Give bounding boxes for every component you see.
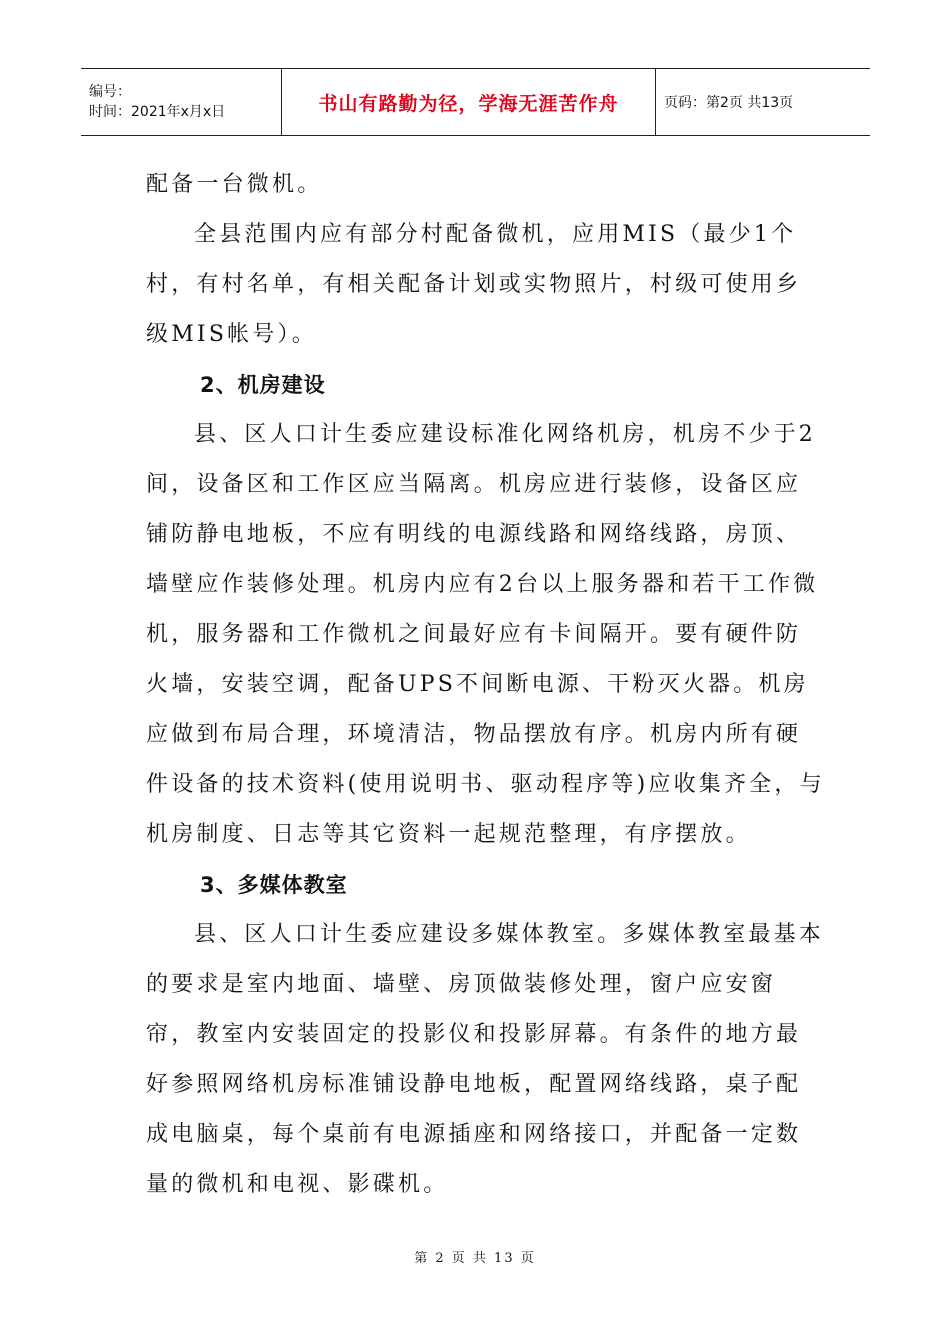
- document-number-label: 编号：: [89, 84, 131, 100]
- header-meta: [81, 69, 281, 135]
- header-motto: [281, 69, 656, 135]
- page-header: [81, 68, 870, 136]
- paragraph-1: 配备一台微机。: [146, 172, 323, 197]
- section-heading-3: 3、多媒体教室: [200, 873, 348, 897]
- section-heading-2: 2、机房建设: [200, 373, 326, 397]
- page-code-text: 页码：第2页 共13页: [664, 95, 794, 111]
- document-date: 时间：2021年x月x日: [89, 104, 226, 120]
- page-footer: [0, 1247, 950, 1266]
- header-page-code: [656, 69, 870, 135]
- footer-page-number: 第 2 页 共 13 页: [414, 1251, 536, 1266]
- paragraph-2: 全县范围内应有部分村配备微机，应用MIS（最少1个村，有村名单，有相关配备计划或实物照片，村级可使用乡级MIS帐号）。: [146, 222, 802, 347]
- document-body: [146, 160, 826, 1210]
- paragraph-3: 县、区人口计生委应建设标准化网络机房，机房不少于2间，设备区和工作区应当隔离。机房应进行装修，设备区应铺防静电地板，不应有明线的电源线路和网络线路，房顶、墙壁应作装修处理。机房内应有2台以上服务器和若干工作微机，服务器和工作微机之间最好应有卡间隔开。要有硬件防火墙，安装空调，配备UPS不间断电源、干粉灭火器。机房应做到布局合理，环境清洁，物品摆放有序。机房内所有硬件设备的技术资料(使用说明书、驱动程序等)应收集齐全，与机房制度、日志等其它资料一起规范整理，有序摆放。: [146, 422, 825, 847]
- paragraph-4: 县、区人口计生委应建设多媒体教室。多媒体教室最基本的要求是室内地面、墙壁、房顶做装修处理，窗户应安窗帘，教室内安装固定的投影仪和投影屏幕。有条件的地方最好参照网络机房标准铺设静电地板，配置网络线路，桌子配成电脑桌，每个桌前有电源插座和网络接口，并配备一定数量的微机和电视、影碟机。: [146, 922, 825, 1197]
- motto-text: 书山有路勤为径，学海无涯苦作舟: [318, 92, 619, 115]
